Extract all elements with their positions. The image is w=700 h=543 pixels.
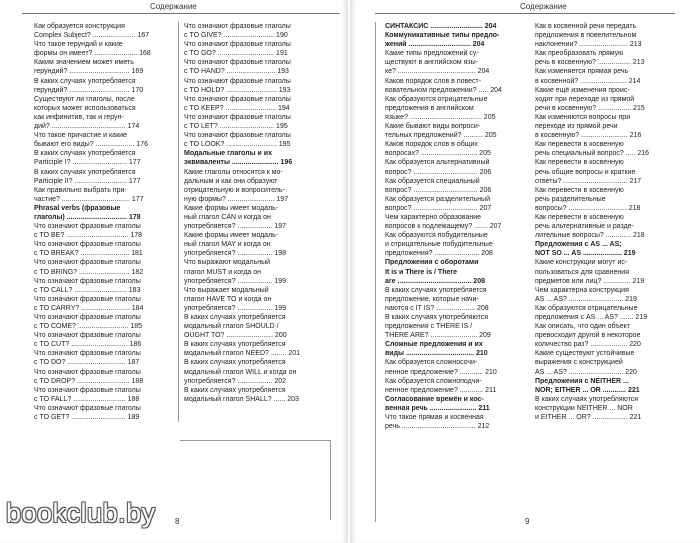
- header-rule: [375, 13, 675, 14]
- toc-entry-line: Что означают фразовые глаголы: [34, 332, 141, 340]
- toc-entry-line: Что означают фразовые глаголы: [184, 77, 291, 85]
- toc-section-heading: Коммуникативные типы предло-: [385, 32, 500, 40]
- toc-entry-line: переходе из прямой речи: [535, 123, 618, 131]
- toc-entry-line: Как правильно выбрать при-: [34, 186, 127, 194]
- toc-entry-line: речь общие вопросы и краткие: [535, 168, 636, 176]
- toc-entry-line: предложение, которые начи-: [385, 295, 479, 303]
- toc-entry-line: Какие бывают виды вопроси-: [385, 123, 481, 131]
- toc-entry-line: Как перевести в косвенную: [535, 186, 624, 194]
- toc-entry-line: лительные вопросы? ............. 218: [535, 232, 645, 240]
- toc-entry-line: В каких случаях употребляются: [385, 314, 489, 321]
- toc-entry-line: дальным и как они образуют: [184, 177, 278, 185]
- toc-section-heading: NOT SO ... AS .................... 219: [535, 250, 636, 258]
- toc-entry-line: речь в косвенную? ................. 213: [535, 59, 645, 67]
- toc-entry-line: вопросов к подлежащему? ....... 207: [385, 223, 502, 231]
- toc-section-heading: NOR; EITHER ... OR ............ 221: [535, 386, 640, 394]
- toc-entry-line: употребляется? .................. 202: [184, 377, 287, 385]
- toc-section-heading: Модальные глаголы и их: [184, 150, 272, 158]
- toc-entry-line: с TO LOOK? .......................... 195: [184, 141, 291, 149]
- toc-entry-line: Что означают фразовые глаголы: [34, 404, 141, 412]
- toc-entry-line: ненное предложение? ............ 210: [385, 368, 497, 376]
- toc-entry-line: Что выражают модальный: [184, 259, 271, 267]
- toc-entry-line: с TO GET? ............................ 189: [34, 414, 140, 422]
- toc-entry-line: В каких случаях употребляется: [184, 359, 286, 367]
- toc-section-heading: It is и There is / There: [385, 268, 457, 276]
- toc-entry-line: и отрицательные побудительные: [385, 241, 493, 249]
- toc-entry-line: Как перевести в косвенную: [535, 213, 624, 221]
- toc-entry-line: ный глагол MAY и когда он: [184, 241, 271, 249]
- toc-entry-line: ненное предложение? ............ 211: [385, 386, 497, 394]
- page-number-right: 9: [525, 517, 530, 526]
- toc-entry-line: Что означают фразовые глаголы: [184, 95, 291, 103]
- toc-entry-line: Существуют ли глаголы, после: [34, 95, 135, 103]
- toc-entry-line: конструкции NEITHER ... NOR: [535, 404, 633, 412]
- toc-entry-line: вовательном предложении? ..... 204: [385, 86, 502, 94]
- toc-entry-line: бывают его виды? .................... 176: [34, 141, 149, 149]
- toc-entry-line: глагол HAVE TO и когда он: [184, 295, 272, 303]
- watermark-text: bookclub.by: [6, 498, 156, 528]
- toc-entry-line: Что означают фразовые глаголы: [184, 113, 291, 121]
- toc-entry-line: Что означают фразовые глаголы: [184, 59, 291, 67]
- toc-section-heading: венная речь ........................ 211: [385, 404, 490, 412]
- toc-entry-line: дий? ...................................... 174: [34, 123, 140, 131]
- toc-entry-line: речи в косвенную? ................. 215: [535, 104, 645, 112]
- toc-entry-line: Что означают фразовые глаголы: [34, 350, 141, 358]
- toc-entry-line: Чем характерно образование: [385, 213, 482, 221]
- toc-entry-line: Какие существуют устойчивые: [535, 350, 635, 358]
- toc-entry-line: предложения в английском: [385, 104, 474, 112]
- right-page-header: Содержание: [520, 2, 567, 11]
- toc-entry-line: речь специальный вопрос? ..... 216: [535, 150, 650, 158]
- toc-section-heading: Сложные предложения и их: [385, 341, 483, 349]
- toc-entry-line: ный глагол CAN и когда он: [184, 213, 271, 221]
- toc-section-heading: Предложения с оборотами: [385, 259, 479, 267]
- toc-entry-line: превосходит другой в некоторое: [535, 332, 641, 340]
- toc-entry-line: предложения с AS ... AS? ....... 219: [535, 314, 648, 321]
- toc-column-right-1: [385, 22, 530, 431]
- toc-entry-line: Что означают фразовые глаголы: [184, 23, 291, 30]
- toc-section-heading: are ...................................... 208: [385, 277, 485, 285]
- toc-column-right-2: [535, 22, 680, 422]
- toc-section-heading: Согласование времён и кос-: [385, 395, 484, 403]
- toc-entry-line: ную формы? ........................ 197: [184, 195, 289, 203]
- toc-entry-line: наются с IT IS? .................... 208: [385, 304, 489, 312]
- toc-entry-line: с TO GIVE? .......................... 190: [184, 32, 288, 40]
- toc-entry-line: выражения с конструкцией: [535, 359, 623, 367]
- toc-entry-line: употребляется? .................. 199: [184, 277, 287, 285]
- toc-entry-line: языке? ..................................... 205: [385, 113, 496, 121]
- toc-entry-line: Как образуются побудительные: [385, 232, 488, 240]
- toc-entry-line: Каков порядок слов в повест-: [385, 77, 482, 85]
- toc-entry-line: речь ...................................... 212: [385, 423, 490, 431]
- toc-entry-line: ществуют в английском язы-: [385, 59, 478, 67]
- toc-section-heading: Предложения с NEITHER ...: [535, 377, 629, 385]
- toc-entry-line: речь разделительные: [535, 195, 606, 203]
- toc-entry-line: Что означают фразовые глаголы: [34, 223, 141, 231]
- toc-entry-line: В каких случаях употребляется: [184, 386, 286, 394]
- toc-entry-line: модальный глагол WILL и когда он: [184, 368, 297, 376]
- toc-entry-line: В каких случаях употребляется: [184, 341, 286, 349]
- toc-entry-line: Что означают фразовые глаголы: [34, 241, 141, 249]
- corner-rule: [330, 440, 331, 520]
- toc-entry-line: вопрос? ................................. 207: [385, 204, 492, 212]
- toc-entry-line: В каких случаях употребляется: [34, 150, 136, 158]
- toc-entry-line: Что такое герундий и какие: [34, 41, 123, 49]
- toc-entry-line: Какие типы предложений су-: [385, 50, 479, 58]
- toc-entry-line: модальный глагол SHALL? ...... 203: [184, 395, 299, 403]
- toc-section-heading: Phrasal verbs (фразовые: [34, 204, 121, 212]
- bottom-rule: [180, 440, 330, 441]
- toc-entry-line: наклонении? ......................... 213: [535, 41, 642, 49]
- column-divider: [178, 22, 179, 422]
- toc-entry-line: глагол MUST и когда он: [184, 268, 262, 276]
- toc-entry-line: Как изменяется прямая речь: [535, 68, 629, 76]
- toc-entry-line: Complex Subject? ...................... 167: [34, 32, 150, 40]
- toc-entry-line: с TO FALL? ........................... 188: [34, 395, 140, 403]
- toc-entry-line: и EITHER ... OR? .................. 221: [535, 414, 642, 422]
- toc-entry-line: с TO HAND? ......................... 193: [184, 68, 289, 76]
- toc-entry-line: с TO KEEP? .......................... 194: [184, 104, 290, 112]
- toc-entry-line: Как в косвенной речи передать: [535, 23, 637, 30]
- toc-entry-line: Как образуется конструкция: [34, 23, 125, 30]
- left-page-header: Содержание: [150, 2, 197, 11]
- toc-section-heading: эквиваленты ........................ 196: [184, 159, 293, 167]
- toc-entry-line: вопросы? .............................. 218: [535, 204, 641, 212]
- toc-entry-line: с TO CUT? ............................. 186: [34, 341, 142, 349]
- toc-entry-line: формы он имеет? ...................... 168: [34, 50, 151, 58]
- toc-entry-line: Что означают фразовые глаголы: [34, 368, 141, 376]
- right-page: [350, 0, 700, 543]
- toc-entry-line: с TO CARRY? ......................... 184: [34, 304, 144, 312]
- toc-entry-line: Какие формы имеет модаль-: [184, 204, 279, 212]
- toc-entry-line: Какие конструкции могут ис-: [535, 259, 628, 267]
- toc-entry-line: AS ... AS? ............................ 220: [535, 368, 637, 376]
- page-number-left: 8: [175, 517, 180, 526]
- toc-entry-line: с TO HOLD? .......................... 193: [184, 86, 291, 94]
- toc-entry-line: Как образуется альтернативный: [385, 159, 490, 167]
- toc-entry-line: Какие ещё изменения проис-: [535, 86, 630, 94]
- toc-entry-line: модальный глагол SHOULD /: [184, 323, 279, 331]
- toc-entry-line: Как описать, что один объект: [535, 323, 630, 331]
- toc-entry-line: Как образуется разделительный: [385, 195, 490, 203]
- toc-entry-line: Что означают фразовые глаголы: [34, 386, 141, 394]
- toc-entry-line: герундий? ............................... 169: [34, 68, 144, 76]
- toc-entry-line: Как перевести в косвенную: [535, 141, 624, 149]
- toc-entry-line: Каким значением может иметь: [34, 59, 134, 67]
- toc-section-heading: СИНТАКСИС ........................... 204: [385, 23, 497, 30]
- toc-section-heading: глаголы) ............................... 178: [34, 213, 141, 221]
- toc-entry-line: Как изменяются вопросы при: [535, 113, 631, 121]
- toc-entry-line: ке? ........................................ 204: [385, 68, 490, 76]
- toc-entry-line: Каков порядок слов в общих: [385, 141, 478, 149]
- toc-entry-line: THERE ARE? ........................ 209: [385, 332, 491, 340]
- toc-section-heading: жений ................................ 204: [385, 41, 485, 49]
- toc-entry-line: с TO BE? ................................ 178: [34, 232, 143, 240]
- toc-entry-line: с TO LET? ............................ 195: [184, 123, 288, 131]
- toc-entry-line: В каких случаях употребляется: [34, 168, 136, 176]
- toc-entry-line: употребляется? .................. 197: [184, 223, 287, 231]
- toc-entry-line: Как перевести в косвенную: [535, 159, 624, 167]
- toc-entry-line: употребляется? .................. 198: [184, 250, 287, 258]
- toc-entry-line: с TO GO? ............................. 191: [184, 50, 288, 58]
- toc-entry-line: В каких случаях употребляется: [34, 77, 136, 85]
- toc-entry-line: ходят при переходе из прямой: [535, 95, 635, 103]
- toc-entry-line: предложения с THERE IS /: [385, 323, 473, 331]
- left-margin-rule: [375, 22, 376, 522]
- toc-entry-line: Что такое причастие и какие: [34, 132, 127, 140]
- toc-entry-line: с TO DO? .............................. 187: [34, 359, 140, 367]
- header-rule: [22, 13, 340, 14]
- toc-entry-line: В каких случаях употребляется: [385, 286, 487, 294]
- toc-section-heading: виды ................................... 210: [385, 350, 488, 358]
- toc-entry-line: с TO CALL? ........................... 183: [34, 286, 141, 294]
- toc-entry-line: герундий? ............................... 170: [34, 86, 144, 94]
- toc-entry-line: употребляется? .................. 199: [184, 304, 287, 312]
- toc-entry-line: Как образуется сложносочи-: [385, 359, 478, 367]
- toc-entry-line: вопросах? ............................. 205: [385, 150, 491, 158]
- toc-column-left-2: [184, 22, 324, 404]
- toc-entry-line: которых может использоваться: [34, 104, 136, 112]
- toc-entry-line: Как образуется сложноподчи-: [385, 377, 482, 385]
- toc-entry-line: В каких случаях употребляется: [184, 314, 286, 321]
- toc-entry-line: Какие формы имеет модаль-: [184, 232, 279, 240]
- toc-entry-line: предложения в повелительном: [535, 32, 637, 40]
- toc-entry-line: предложения? ....................... 208: [385, 250, 493, 258]
- toc-entry-line: Как преобразовать прямую: [535, 50, 624, 58]
- toc-entry-line: Что такое прямая и косвенная: [385, 414, 484, 422]
- toc-entry-line: с TO BRING? .......................... 182: [34, 268, 144, 276]
- toc-entry-line: AS ... AS? ............................ 219: [535, 295, 637, 303]
- toc-entry-line: с TO DROP? ........................... 188: [34, 377, 144, 385]
- toc-entry-line: отрицательную и вопроситель-: [184, 186, 285, 194]
- toc-entry-line: в косвенную? ........................ 216: [535, 132, 642, 140]
- toc-entry-line: Как образуются отрицательные: [385, 95, 488, 103]
- toc-entry-line: модальный глагол NEED? ........ 201: [184, 350, 301, 358]
- toc-entry-line: Participle II? ........................... 177: [34, 177, 141, 185]
- toc-entry-line: речь альтернативные и разде-: [535, 223, 634, 231]
- toc-entry-line: Какие глаголы относятся к мо-: [184, 168, 283, 176]
- toc-entry-line: пользоваться для сравнения: [535, 268, 629, 276]
- toc-entry-line: тельных предложений? .......... 205: [385, 132, 497, 140]
- toc-entry-line: Что означают фразовые глаголы: [34, 277, 141, 285]
- toc-entry-line: как инфинитив, так и герун-: [34, 113, 124, 121]
- toc-entry-line: вопрос? ................................. 206: [385, 168, 492, 176]
- toc-entry-line: В каких случаях употребляются: [535, 395, 639, 403]
- toc-entry-line: ответы? ................................. 217: [535, 177, 642, 185]
- toc-entry-line: Как образуются отрицательные: [535, 304, 638, 312]
- toc-entry-line: количество раз? ................... 220: [535, 341, 641, 349]
- toc-entry-line: предметов или лиц? .............. 219: [535, 277, 645, 285]
- toc-entry-line: с TO BREAK? ......................... 181: [34, 250, 143, 258]
- toc-entry-line: вопрос? ................................. 206: [385, 186, 492, 194]
- toc-section-heading: Предложения с AS ... AS;: [535, 241, 622, 249]
- toc-entry-line: Что означают фразовые глаголы: [34, 259, 141, 267]
- toc-entry-line: Что означают фразовые глаголы: [34, 314, 141, 321]
- toc-entry-line: частие? ................................... 177: [34, 195, 144, 203]
- toc-entry-line: с TO COME? .......................... 185: [34, 323, 143, 331]
- toc-entry-line: Что выражает модальный: [184, 286, 269, 294]
- toc-entry-line: Что означают фразовые глаголы: [34, 295, 141, 303]
- left-page: [0, 0, 348, 543]
- toc-column-left-1: [34, 22, 174, 422]
- toc-entry-line: Что означают фразовые глаголы: [184, 132, 291, 140]
- toc-entry-line: Participle I? ............................ 177: [34, 159, 141, 167]
- toc-entry-line: Как образуется специальный: [385, 177, 480, 185]
- toc-entry-line: в косвенной? ........................ 214: [535, 77, 641, 85]
- toc-entry-line: Что означают фразовые глаголы: [184, 41, 291, 49]
- toc-entry-line: OUGHT TO? ........................ 200: [184, 332, 287, 340]
- toc-entry-line: Чем характерна конструкция: [535, 286, 629, 294]
